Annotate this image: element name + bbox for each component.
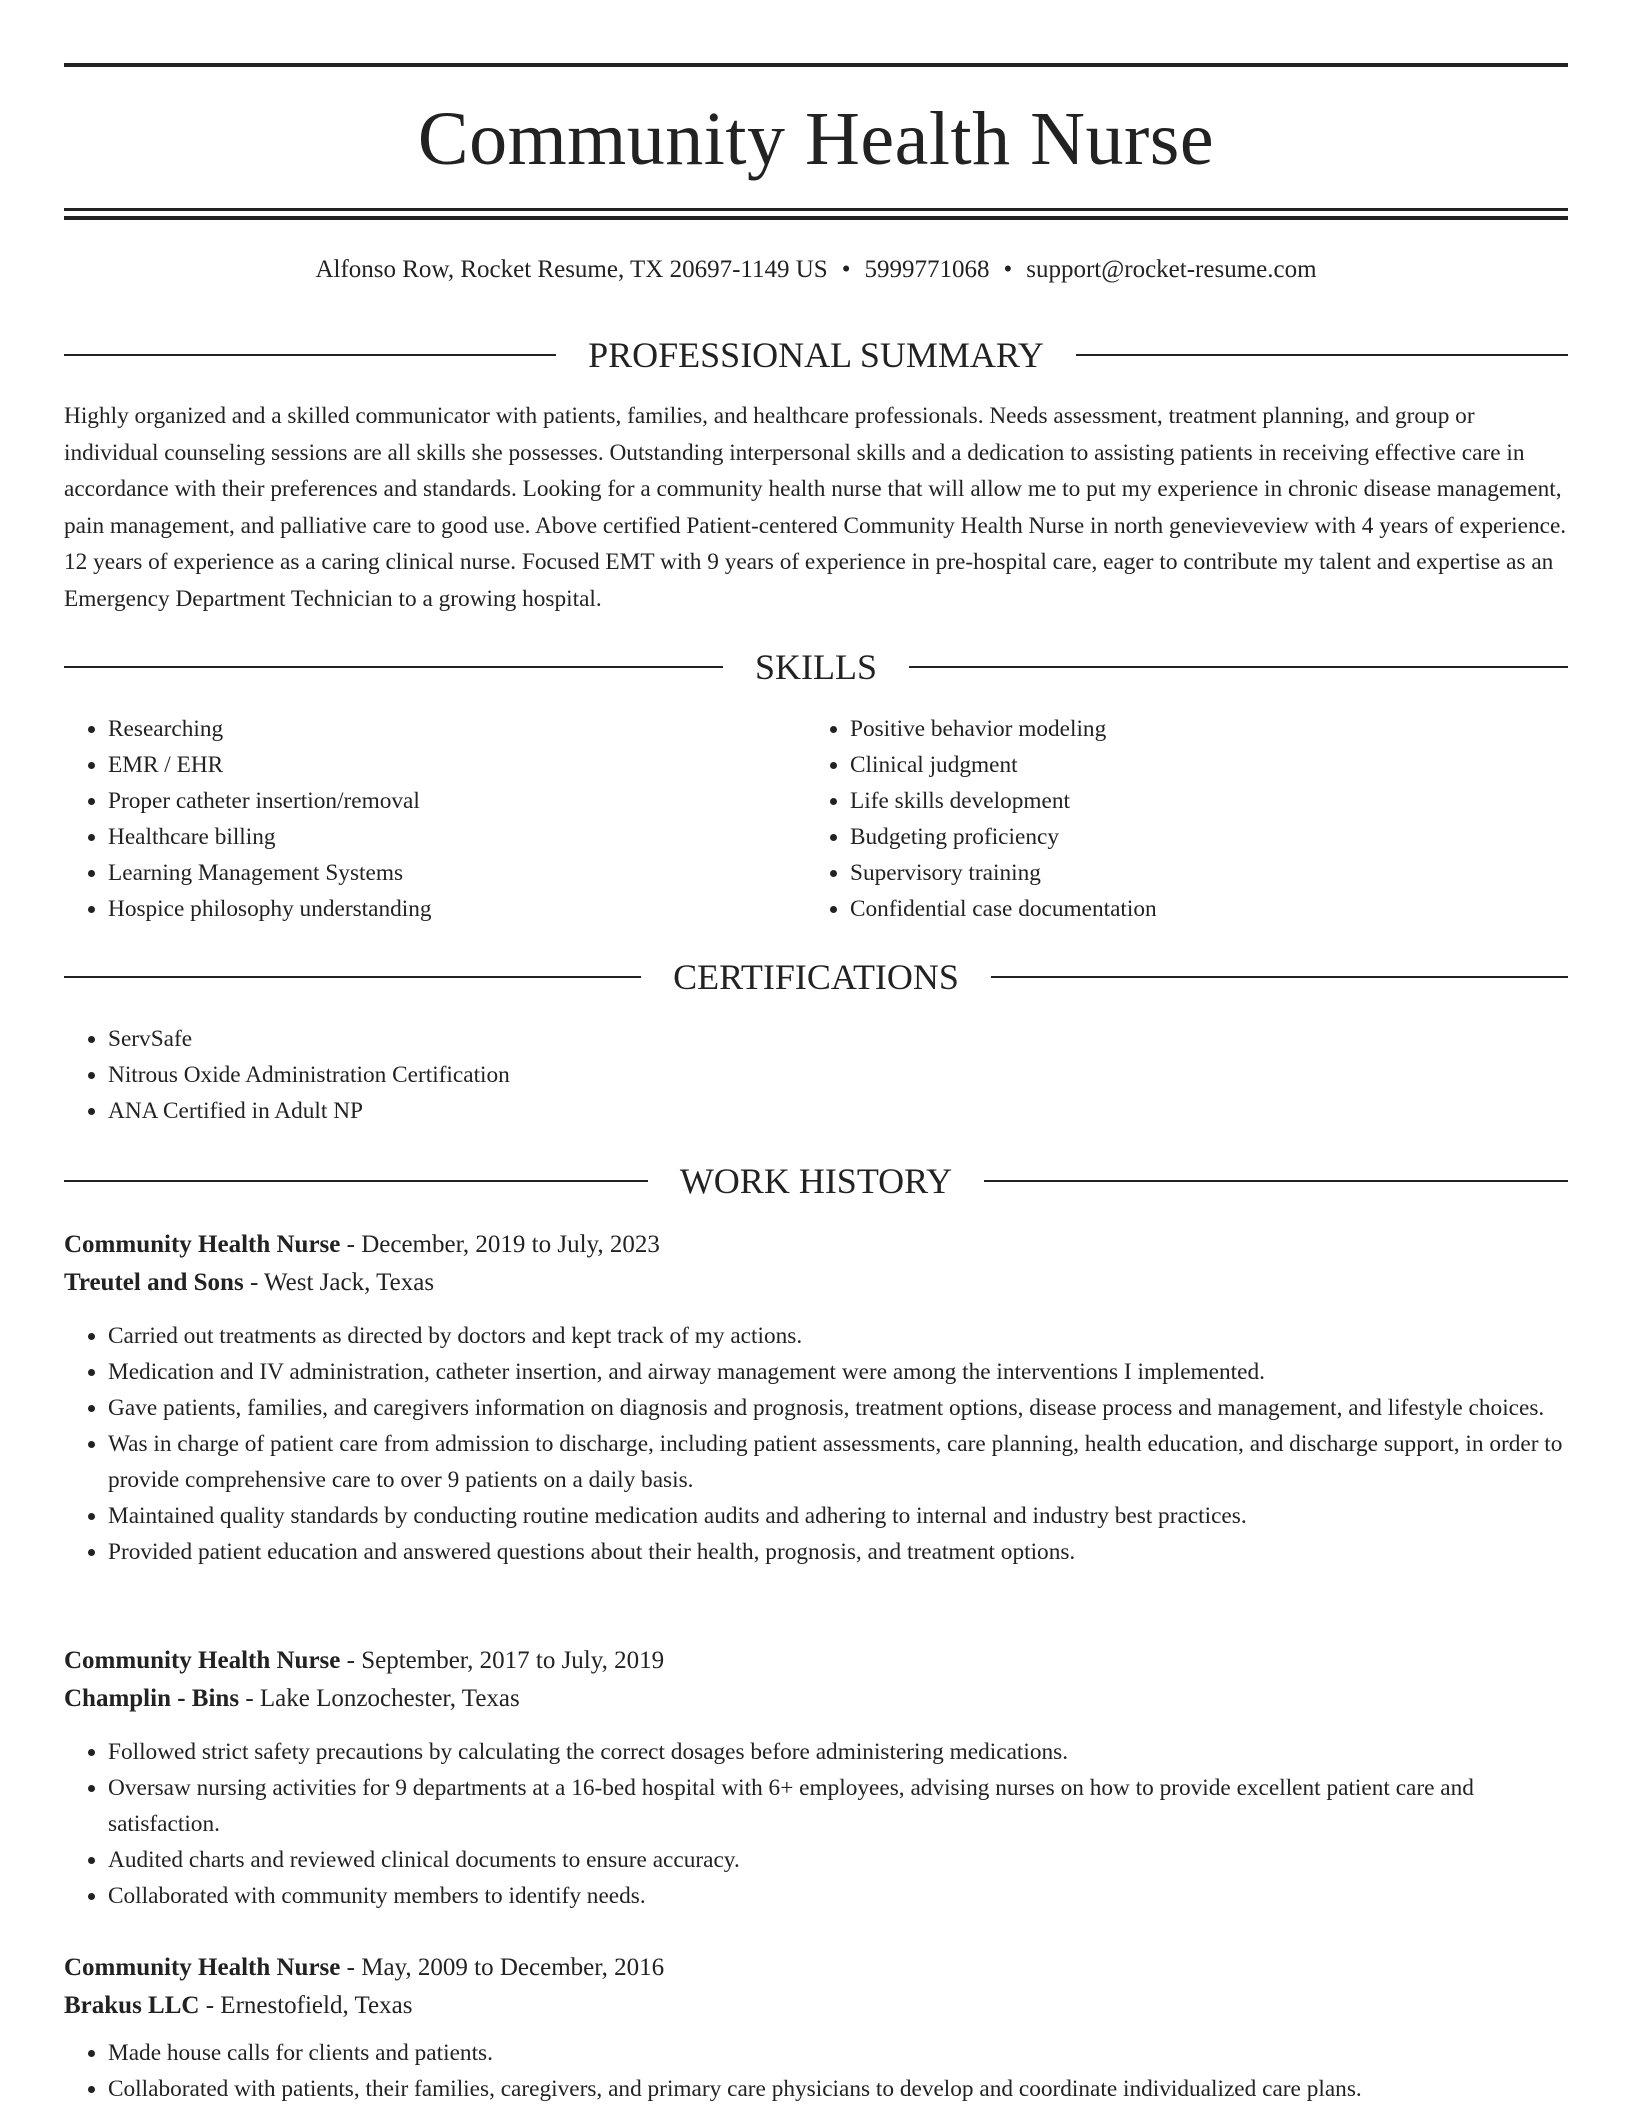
job-entry xyxy=(64,1226,1568,1570)
section-rule xyxy=(64,976,641,978)
job-company-line xyxy=(64,1680,1568,1718)
section-rule xyxy=(909,666,1568,668)
list-item: • Learning Management Systems xyxy=(108,855,764,891)
list-item: • ServSafe xyxy=(108,1021,1568,1057)
job-company: Brakus LLC xyxy=(64,1992,200,2019)
skills-column-left xyxy=(64,711,764,927)
list-item: • Clinical judgment xyxy=(850,747,1506,783)
list-item: • Oversaw nursing activities for 9 departments at a 16-bed hospital with 6+ employees, advising nurses on how to provide excellent patient care and satisfaction. xyxy=(108,1770,1568,1842)
list-item: • Collaborated with patients, their families, caregivers, and primary care physicians to develop and coordinate individualized care plans. xyxy=(108,2071,1568,2107)
list-item: • Followed strict safety precautions by calculating the correct dosages before administering medications. xyxy=(108,1734,1568,1770)
job-role: Community Health Nurse xyxy=(64,1647,341,1674)
list-item: • Provided patient education and answered questions about their health, prognosis, and treatment options. xyxy=(108,1534,1568,1570)
list-item: • Gave patients, families, and caregivers information on diagnosis and prognosis, treatment options, disease process and management, and lifestyle choices. xyxy=(108,1390,1568,1426)
job-role-line xyxy=(64,1949,1568,1987)
summary-text: Highly organized and a skilled communicator with patients, families, and healthcare professionals. Needs assessment, treatment planning, and group or individual counseling sessions are all skills she possesses. Outstanding interpersonal skills and a dedication to assisting patients in receiving effective care in accordance with their preferences and standards. Looking for a community health nurse that will allow me to put my experience in chronic disease management, pain management, and palliative care to good use. Above certified Patient-centered Community Health Nurse in north genevieveview with 4 years of experience. 12 years of experience as a caring clinical nurse. Focused EMT with 9 years of experience in pre-hospital care, eager to contribute my talent and expertise as an Emergency Department Technician to a growing hospital. xyxy=(64,403,1567,612)
summary-section-header xyxy=(64,333,1568,377)
certifications-section-header xyxy=(64,955,1568,999)
list-item: • Collaborated with community members to identify needs. xyxy=(108,1878,1568,1914)
header-bottom-rule-thick xyxy=(64,216,1568,220)
section-rule xyxy=(1076,354,1568,356)
job-bullets xyxy=(64,1318,1568,1570)
skills-list-left xyxy=(64,711,764,927)
job-entry xyxy=(64,1642,1568,1914)
list-item: • Proper catheter insertion/removal xyxy=(108,783,764,819)
list-item: • EMR / EHR xyxy=(108,747,764,783)
contact-phone: 5999771068 xyxy=(864,256,990,283)
section-title: WORK HISTORY xyxy=(679,1161,953,1201)
job-dates: - December, 2019 to July, 2023 xyxy=(340,1231,660,1258)
contact-email[interactable]: support@rocket-resume.com xyxy=(1026,256,1317,283)
job-bullets xyxy=(64,2035,1568,2107)
certifications-list xyxy=(64,1021,1568,1129)
skills-column-right xyxy=(806,711,1506,927)
job-location: - Ernestofield, Texas xyxy=(199,1992,413,2019)
job-dates: - September, 2017 to July, 2019 xyxy=(340,1647,665,1674)
section-title: CERTIFICATIONS xyxy=(673,957,959,997)
header-bottom-rule xyxy=(64,208,1568,211)
job-dates: - May, 2009 to December, 2016 xyxy=(340,1954,665,1981)
job-role: Community Health Nurse xyxy=(64,1954,341,1981)
page-title: Community Health Nurse xyxy=(417,97,1215,181)
list-item: • Positive behavior modeling xyxy=(850,711,1506,747)
job-role: Community Health Nurse xyxy=(64,1231,341,1258)
job-location: - West Jack, Texas xyxy=(243,1269,435,1296)
list-item: • Healthcare billing xyxy=(108,819,764,855)
list-item: • ANA Certified in Adult NP xyxy=(108,1093,1568,1129)
section-rule xyxy=(984,1180,1568,1182)
work-section-header xyxy=(64,1159,1568,1203)
section-rule xyxy=(64,1180,648,1182)
list-item: • Life skills development xyxy=(850,783,1506,819)
list-item: • Carried out treatments as directed by doctors and kept track of my actions. xyxy=(108,1318,1568,1354)
job-role-line xyxy=(64,1226,1568,1264)
job-company-line xyxy=(64,1987,1568,2025)
list-item: • Medication and IV administration, catheter insertion, and airway management were among the interventions I implemented. xyxy=(108,1354,1568,1390)
certifications-block xyxy=(64,1021,1568,1129)
skills-list-right xyxy=(806,711,1506,927)
list-item: • Was in charge of patient care from admission to discharge, including patient assessments, care planning, health education, and discharge support, in order to provide comprehensive care to over 9 patients on a daily basis. xyxy=(108,1426,1568,1498)
list-item: • Maintained quality standards by conducting routine medication audits and adhering to internal and industry best practices. xyxy=(108,1498,1568,1534)
skills-section-header xyxy=(64,645,1568,689)
list-item: • Nitrous Oxide Administration Certification xyxy=(108,1057,1568,1093)
contact-address: Alfonso Row, Rocket Resume, TX 20697-1149 US xyxy=(315,256,828,283)
job-bullets xyxy=(64,1734,1568,1914)
job-entry xyxy=(64,1949,1568,2107)
contact-separator: • xyxy=(841,256,851,283)
section-rule xyxy=(64,354,556,356)
job-company: Treutel and Sons xyxy=(64,1269,244,1296)
header-top-rule xyxy=(64,63,1568,67)
section-title: PROFESSIONAL SUMMARY xyxy=(588,335,1044,375)
contact-separator: • xyxy=(1003,256,1013,283)
section-rule xyxy=(991,976,1568,978)
job-role-line xyxy=(64,1642,1568,1680)
job-company: Champlin - Bins xyxy=(64,1685,240,1712)
list-item: • Hospice philosophy understanding xyxy=(108,891,764,927)
job-company-line xyxy=(64,1264,1568,1302)
job-location: - Lake Lonzochester, Texas xyxy=(239,1685,520,1712)
list-item: • Researching xyxy=(108,711,764,747)
list-item: • Made house calls for clients and patients. xyxy=(108,2035,1568,2071)
contact-line xyxy=(64,252,1568,288)
list-item: • Confidential case documentation xyxy=(850,891,1506,927)
section-rule xyxy=(64,666,723,668)
section-title: SKILLS xyxy=(755,647,878,687)
list-item: • Budgeting proficiency xyxy=(850,819,1506,855)
list-item: • Audited charts and reviewed clinical documents to ensure accuracy. xyxy=(108,1842,1568,1878)
list-item: • Supervisory training xyxy=(850,855,1506,891)
